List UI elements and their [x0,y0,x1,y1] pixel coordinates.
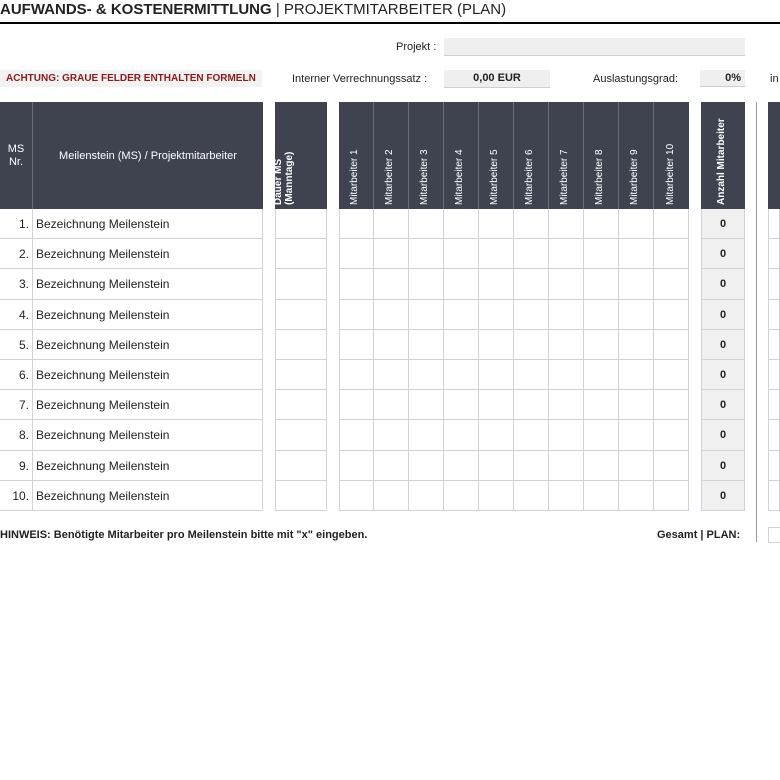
employee-1-input[interactable] [339,209,374,239]
employee-6-input[interactable] [514,420,549,450]
milestone-name-cell[interactable]: Bezeichnung Meilenstein [33,451,263,481]
duration-input[interactable] [275,209,327,239]
total-plan-cell [768,527,780,543]
employee-2-input[interactable] [374,481,409,511]
employee-3-input[interactable] [409,481,444,511]
employee-6-input[interactable] [514,390,549,420]
ms-nr-cell: 8. [0,420,33,450]
header-employee-5 [479,102,514,209]
employee-10-input[interactable] [654,239,689,269]
employee-1-input[interactable] [339,300,374,330]
employee-6-input[interactable] [514,481,549,511]
employee-2-input[interactable] [374,390,409,420]
employee-9-input[interactable] [619,390,654,420]
milestone-name-cell[interactable]: Bezeichnung Meilenstein [33,360,263,390]
employee-3-input[interactable] [409,300,444,330]
employee-9-input[interactable] [619,451,654,481]
employee-5-input[interactable] [479,360,514,390]
header-left-block [0,102,263,209]
employee-8-input[interactable] [584,330,619,360]
duration-input[interactable] [275,269,327,299]
employee-1-input[interactable] [339,390,374,420]
employee-1-input[interactable] [339,239,374,269]
page-title [0,1,506,19]
title-main: AUFWANDS- & KOSTENERMITTLUNG [0,1,272,18]
employee-10-input[interactable] [654,269,689,299]
duration-input[interactable] [275,420,327,450]
employee-7-input[interactable] [549,360,584,390]
employee-2-input[interactable] [374,269,409,299]
header-employee-6 [514,102,549,209]
employee-5-input[interactable] [479,481,514,511]
header-employee-8 [584,102,619,209]
employee-2-input[interactable] [374,360,409,390]
employee-4-input[interactable] [444,420,479,450]
employee-7-input[interactable] [549,420,584,450]
employee-5-input[interactable] [479,209,514,239]
employee-count-cell: 0 [701,360,745,390]
employee-3-input[interactable] [409,209,444,239]
employee-count-cell: 0 [701,451,745,481]
total-plan-label: Gesamt | PLAN: [657,529,741,541]
employee-2-input[interactable] [374,420,409,450]
employee-5-input[interactable] [479,451,514,481]
rate-value: 0,00 EUR [444,70,550,88]
employee-10-input[interactable] [654,360,689,390]
ms-nr-cell: 9. [0,451,33,481]
employee-3-input[interactable] [409,269,444,299]
employee-8-input[interactable] [584,300,619,330]
utilization-value: 0% [700,70,745,87]
employee-4-input[interactable] [444,330,479,360]
employee-4-input[interactable] [444,390,479,420]
employee-8-input[interactable] [584,451,619,481]
header-count [701,102,745,209]
header-employee-label: Mitarbeiter 6 [524,149,535,205]
utilization-label: Auslastungsgrad: [593,73,678,85]
header-employee-label: Mitarbeiter 2 [384,149,395,205]
employee-5-input[interactable] [479,269,514,299]
cut-off-cell [768,209,780,239]
employee-4-input[interactable] [444,451,479,481]
employee-8-input[interactable] [584,420,619,450]
duration-input[interactable] [275,330,327,360]
employee-count-cell: 0 [701,330,745,360]
employee-8-input[interactable] [584,481,619,511]
employee-2-input[interactable] [374,300,409,330]
header-count-text: Anzahl Mitarbeiter [716,118,727,205]
employee-9-input[interactable] [619,239,654,269]
title-separator: | [271,1,284,18]
employee-4-input[interactable] [444,481,479,511]
employee-5-input[interactable] [479,390,514,420]
employee-10-input[interactable] [654,390,689,420]
employee-4-input[interactable] [444,209,479,239]
duration-input[interactable] [275,239,327,269]
cut-off-cell [768,300,780,330]
employee-6-input[interactable] [514,330,549,360]
employee-10-input[interactable] [654,209,689,239]
employee-count-cell: 0 [701,209,745,239]
header-duration [275,102,327,209]
employee-3-input[interactable] [409,239,444,269]
employee-7-input[interactable] [549,390,584,420]
employee-count-cell: 0 [701,420,745,450]
employee-1-input[interactable] [339,420,374,450]
employee-4-input[interactable] [444,269,479,299]
employee-3-input[interactable] [409,420,444,450]
cut-off-cell [768,330,780,360]
employee-7-input[interactable] [549,330,584,360]
ms-nr-cell: 2. [0,239,33,269]
ms-nr-cell: 6. [0,360,33,390]
hint-text: HINWEIS: Benötigte Mitarbeiter pro Meilenstein bitte mit "x" eingeben. [0,529,368,541]
employee-5-input[interactable] [479,330,514,360]
employee-10-input[interactable] [654,330,689,360]
header-employee-9 [619,102,654,209]
projekt-label: Projekt : [396,41,437,53]
ms-nr-cell: 1. [0,209,33,239]
employee-6-input[interactable] [514,209,549,239]
employee-6-input[interactable] [514,300,549,330]
projekt-input[interactable] [444,38,745,56]
ms-nr-cell: 4. [0,300,33,330]
header-employee-3 [409,102,444,209]
employee-5-input[interactable] [479,420,514,450]
employee-9-input[interactable] [619,481,654,511]
milestone-name-cell[interactable]: Bezeichnung Meilenstein [33,481,263,511]
cut-off-cell [768,269,780,299]
employee-4-input[interactable] [444,239,479,269]
milestone-name-cell[interactable]: Bezeichnung Meilenstein [33,209,263,239]
duration-input[interactable] [275,390,327,420]
employee-10-input[interactable] [654,300,689,330]
employee-3-input[interactable] [409,360,444,390]
employee-count-cell: 0 [701,239,745,269]
employee-8-input[interactable] [584,360,619,390]
employee-1-input[interactable] [339,451,374,481]
header-ms-nr: MS Nr. [0,102,33,209]
header-employee-label: Mitarbeiter 3 [419,149,430,205]
milestone-name-cell[interactable]: Bezeichnung Meilenstein [33,239,263,269]
duration-input[interactable] [275,451,327,481]
employee-3-input[interactable] [409,330,444,360]
employee-7-input[interactable] [549,239,584,269]
ms-nr-cell: 10. [0,481,33,511]
duration-input[interactable] [275,360,327,390]
employee-9-input[interactable] [619,209,654,239]
title-divider [0,22,780,24]
header-employee-label: Mitarbeiter 4 [454,149,465,205]
employee-9-input[interactable] [619,300,654,330]
employee-6-input[interactable] [514,269,549,299]
employee-7-input[interactable] [549,300,584,330]
header-employee-10 [654,102,689,209]
column-divider [756,102,757,542]
employee-1-input[interactable] [339,269,374,299]
title-sub: PROJEKTMITARBEITER (PLAN) [283,1,507,18]
header-employee-2 [374,102,409,209]
employee-2-input[interactable] [374,451,409,481]
employee-6-input[interactable] [514,239,549,269]
header-employee-label: Mitarbeiter 9 [629,149,640,205]
employee-10-input[interactable] [654,481,689,511]
duration-input[interactable] [275,481,327,511]
formula-warning: ACHTUNG: GRAUE FELDER ENTHALTEN FORMELN [0,70,262,87]
header-employee-label: Mitarbeiter 5 [489,149,500,205]
employee-10-input[interactable] [654,420,689,450]
employee-count-cell: 0 [701,269,745,299]
header-employee-4 [444,102,479,209]
cut-off-cell [768,451,780,481]
employee-6-input[interactable] [514,360,549,390]
employee-9-input[interactable] [619,330,654,360]
employee-7-input[interactable] [549,451,584,481]
employee-9-input[interactable] [619,360,654,390]
header-employee-label: Mitarbeiter 10 [664,143,676,205]
employee-6-input[interactable] [514,451,549,481]
employee-2-input[interactable] [374,239,409,269]
header-employee-label: Mitarbeiter 1 [349,149,360,205]
header-employee-label: Mitarbeiter 8 [594,149,605,205]
employee-10-input[interactable] [654,451,689,481]
ms-nr-cell: 5. [0,330,33,360]
header-cut-off [768,102,780,209]
employee-4-input[interactable] [444,300,479,330]
employee-9-input[interactable] [619,420,654,450]
employee-8-input[interactable] [584,239,619,269]
cut-off-cell [768,390,780,420]
employee-1-input[interactable] [339,330,374,360]
employee-2-input[interactable] [374,209,409,239]
header-employee-label: Mitarbeiter 7 [559,149,570,205]
employee-9-input[interactable] [619,269,654,299]
cut-off-cell [768,360,780,390]
employee-count-cell: 0 [701,300,745,330]
employee-3-input[interactable] [409,451,444,481]
header-milestone: Meilenstein (MS) / Projektmitarbeiter [59,149,237,162]
employee-7-input[interactable] [549,209,584,239]
employee-8-input[interactable] [584,209,619,239]
employee-1-input[interactable] [339,481,374,511]
employee-7-input[interactable] [549,481,584,511]
employee-1-input[interactable] [339,360,374,390]
employee-count-cell: 0 [701,390,745,420]
ms-nr-cell: 7. [0,390,33,420]
milestone-name-cell[interactable]: Bezeichnung Meilenstein [33,330,263,360]
rate-label: Interner Verrechnungssatz : [292,73,428,85]
milestone-name-cell[interactable]: Bezeichnung Meilenstein [33,420,263,450]
employee-5-input[interactable] [479,300,514,330]
employee-8-input[interactable] [584,390,619,420]
cut-off-label: in [770,73,779,85]
employee-3-input[interactable] [409,390,444,420]
employee-4-input[interactable] [444,360,479,390]
employee-2-input[interactable] [374,330,409,360]
employee-count-cell: 0 [701,481,745,511]
employee-5-input[interactable] [479,239,514,269]
header-duration-text: Dauer MS (Manntage) [273,151,295,205]
employee-7-input[interactable] [549,269,584,299]
duration-input[interactable] [275,300,327,330]
header-employee-7 [549,102,584,209]
milestone-name-cell[interactable]: Bezeichnung Meilenstein [33,390,263,420]
cut-off-cell [768,420,780,450]
employee-8-input[interactable] [584,269,619,299]
header-employee-1 [339,102,374,209]
cut-off-cell [768,239,780,269]
ms-nr-cell: 3. [0,269,33,299]
milestone-name-cell[interactable]: Bezeichnung Meilenstein [33,300,263,330]
milestone-name-cell[interactable]: Bezeichnung Meilenstein [33,269,263,299]
cut-off-cell [768,481,780,511]
